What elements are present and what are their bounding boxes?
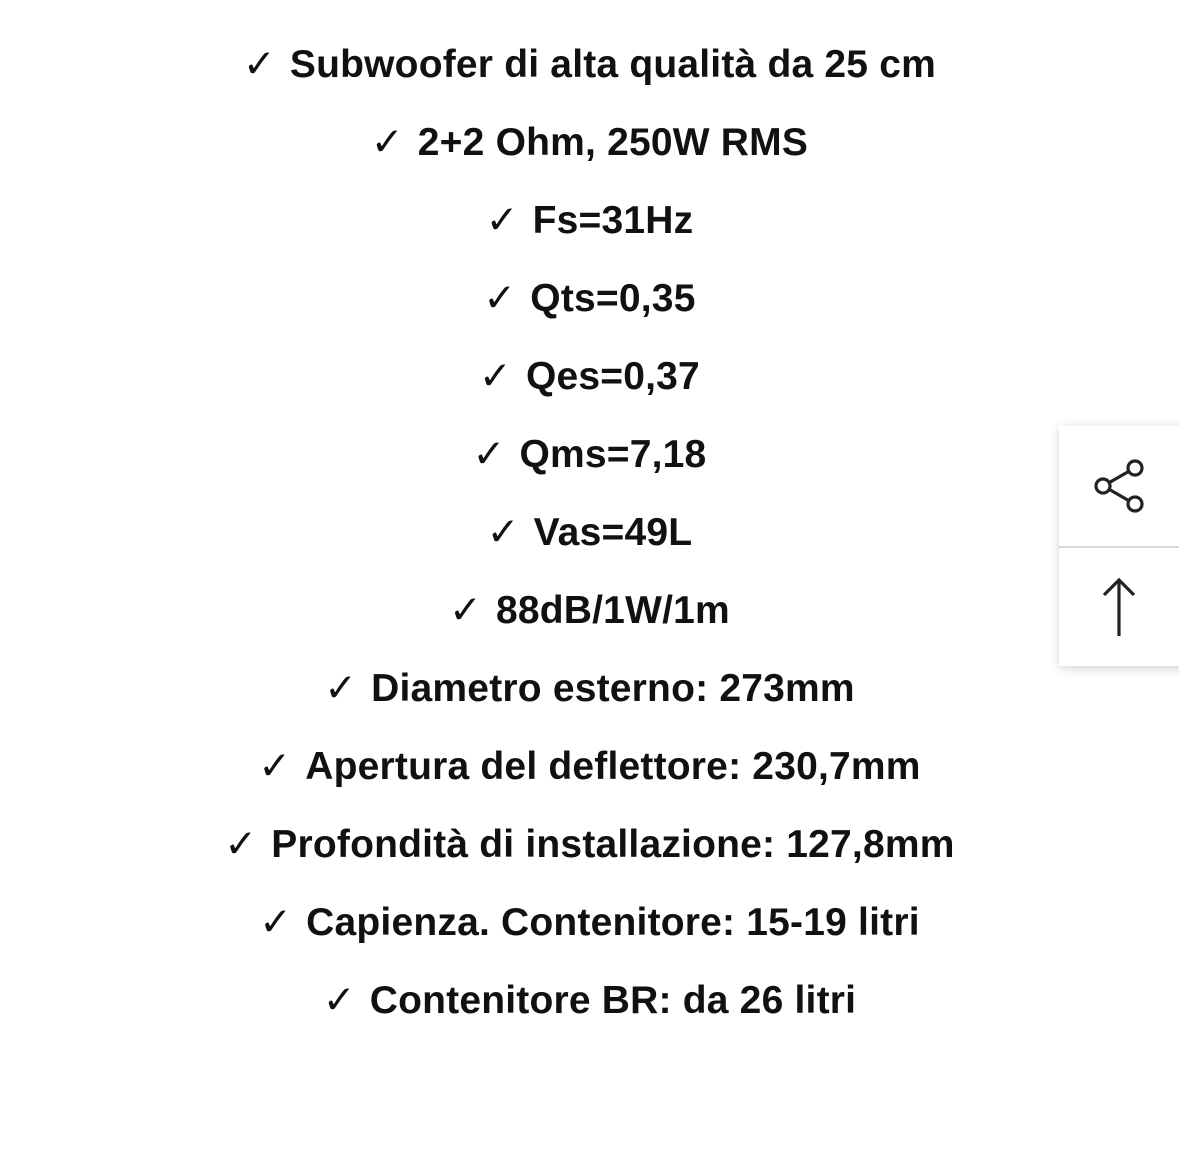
spec-text: Contenitore BR: da 26 litri: [369, 979, 857, 1022]
spec-text: Qes=0,37: [525, 355, 700, 398]
check-icon: ✓: [258, 745, 292, 788]
check-icon: ✓: [324, 667, 358, 710]
check-icon: ✓: [370, 121, 404, 164]
spec-item: [0, 182, 1179, 260]
spec-item: [0, 104, 1179, 182]
check-icon: ✓: [472, 433, 506, 476]
check-icon: ✓: [485, 199, 519, 242]
spec-text: Capienza. Contenitore: 15-19 litri: [306, 901, 920, 944]
check-icon: ✓: [483, 277, 517, 320]
check-icon: ✓: [259, 901, 293, 944]
back-to-top-button[interactable]: [1059, 547, 1179, 667]
check-icon: ✓: [242, 43, 276, 86]
check-icon: ✓: [479, 355, 512, 398]
spec-item: [0, 728, 1179, 806]
spec-text: Profondità di installazione: 127,8mm: [271, 823, 955, 866]
spec-text: Vas=49L: [533, 511, 693, 554]
spec-text: Qts=0,35: [530, 277, 696, 320]
spec-item: [0, 572, 1179, 650]
spec-text: 2+2 Ohm, 250W RMS: [417, 121, 809, 164]
spec-item: [0, 806, 1179, 884]
check-icon: ✓: [486, 511, 520, 554]
share-button[interactable]: [1059, 426, 1179, 546]
spec-item: [0, 338, 1179, 416]
spec-text: Subwoofer di alta qualità da 25 cm: [289, 43, 936, 86]
arrow-up-icon: [1099, 576, 1139, 638]
spec-list: [0, 26, 1179, 1040]
spec-text: Diametro esterno: 273mm: [371, 667, 855, 710]
spec-item: [0, 884, 1179, 962]
spec-text: Apertura del deflettore: 230,7mm: [305, 745, 921, 788]
spec-item: [0, 650, 1179, 728]
spec-item: [0, 26, 1179, 104]
check-icon: ✓: [224, 823, 258, 866]
spec-text: Qms=7,18: [519, 433, 707, 476]
check-icon: ✓: [449, 589, 482, 632]
spec-item: [0, 962, 1179, 1040]
spec-item: [0, 494, 1179, 572]
spec-item: [0, 260, 1179, 338]
check-icon: ✓: [322, 979, 356, 1022]
spec-text: Fs=31Hz: [532, 199, 694, 242]
share-icon: [1091, 458, 1147, 514]
floating-action-panel: [1059, 426, 1179, 666]
spec-text: 88dB/1W/1m: [495, 589, 730, 632]
spec-item: [0, 416, 1179, 494]
